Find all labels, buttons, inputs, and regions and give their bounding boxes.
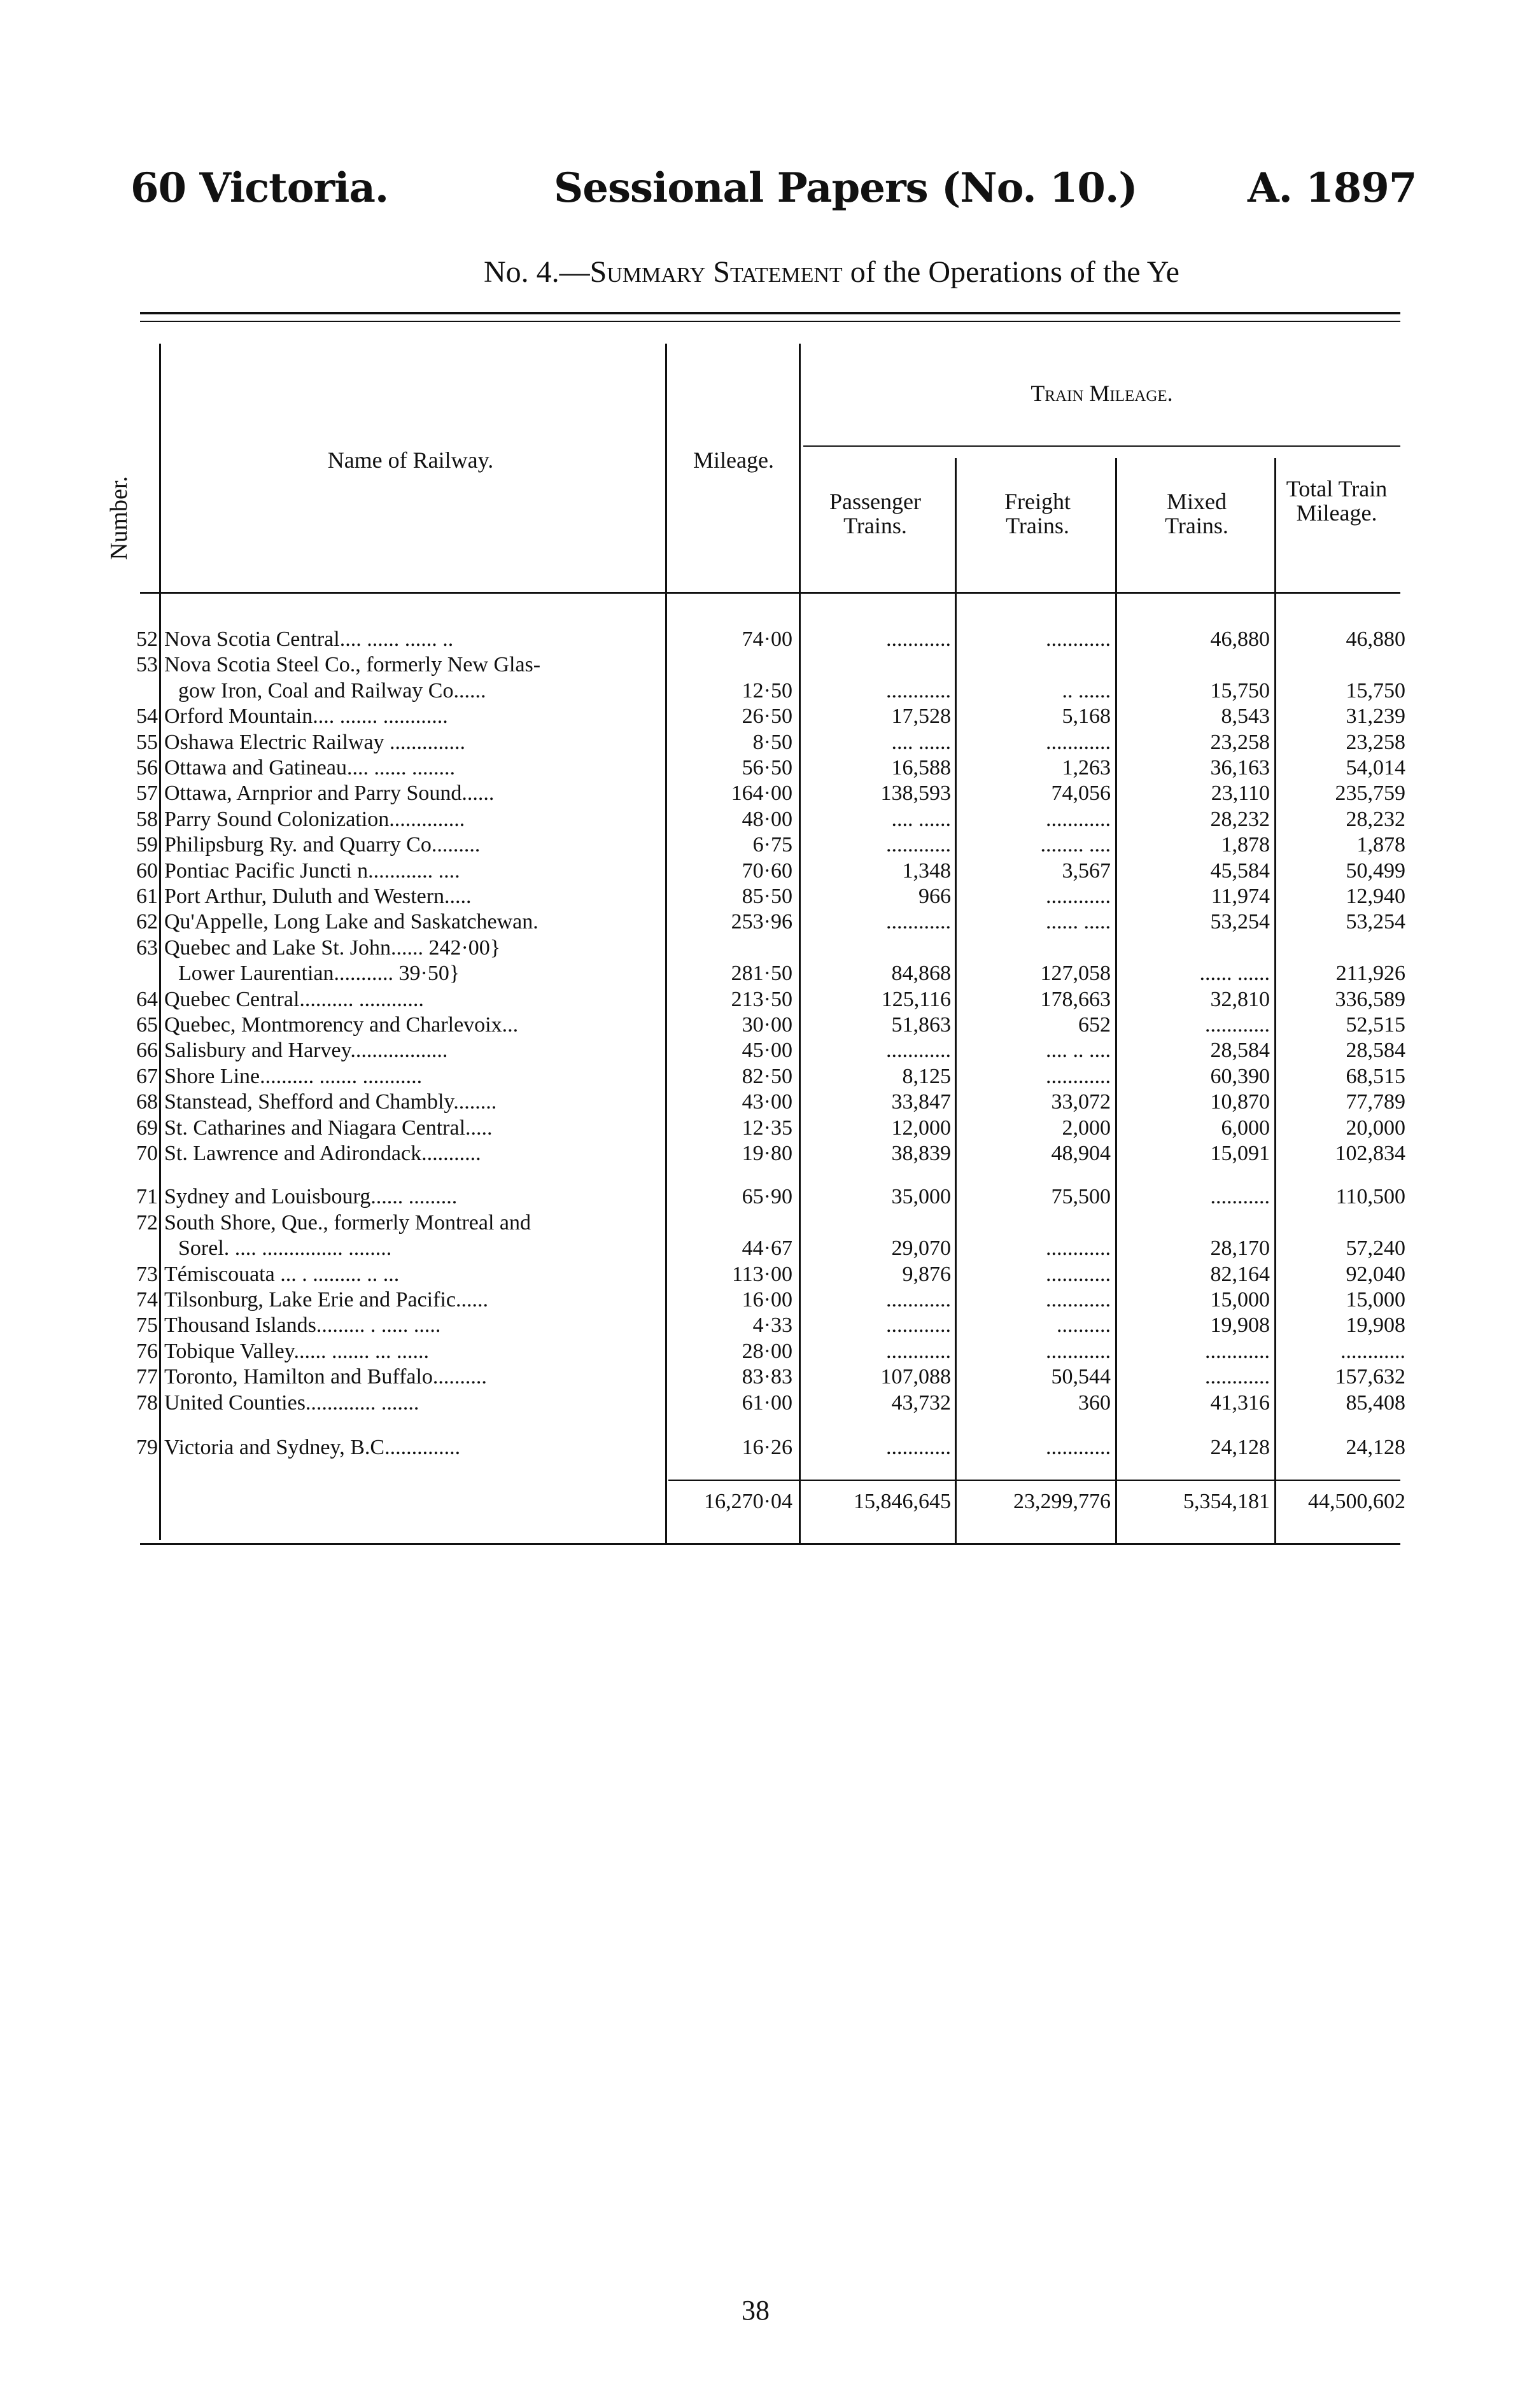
freight-value: ............ xyxy=(1046,1262,1111,1286)
mileage-value: 56·50 xyxy=(742,756,792,780)
passenger-value: ............ xyxy=(886,627,951,651)
row-number: 76 xyxy=(136,1339,158,1363)
mileage-value: 253·96 xyxy=(731,910,792,934)
total-mileage: 16,270·04 xyxy=(704,1490,792,1513)
railway-name: Témiscouata ... . ......... .. ... xyxy=(164,1262,400,1286)
total-value: 102,834 xyxy=(1335,1142,1405,1165)
row-number: 59 xyxy=(136,833,158,857)
railway-name: Shore Line.......... ....... ........... xyxy=(164,1064,423,1088)
mileage-value: 43·00 xyxy=(742,1090,792,1114)
total-value: 15,000 xyxy=(1346,1288,1405,1312)
header-mixed-trains: Mixed Trains. xyxy=(1165,489,1228,538)
freight-value: 50,544 xyxy=(1051,1365,1111,1389)
freight-value: ............ xyxy=(1046,885,1111,908)
railway-name: South Shore, Que., formerly Montreal and xyxy=(164,1210,531,1235)
col-divider-name xyxy=(665,344,667,1543)
freight-value: 1,263 xyxy=(1062,756,1111,780)
mileage-value: 281·50 xyxy=(731,962,792,986)
col-divider-number xyxy=(159,344,161,1540)
railway-name: Tilsonburg, Lake Erie and Pacific...... xyxy=(164,1288,488,1312)
total-train-mileage: 44,500,602 xyxy=(1308,1490,1405,1513)
passenger-value: 35,000 xyxy=(891,1185,951,1209)
total-value: 12,940 xyxy=(1346,885,1405,908)
passenger-value: 16,588 xyxy=(891,756,951,780)
col-divider-mixed xyxy=(1274,458,1276,1543)
row-number: 65 xyxy=(136,1013,158,1037)
top-double-rule-1 xyxy=(140,312,1400,314)
total-value: 53,254 xyxy=(1346,910,1405,934)
passenger-value: 966 xyxy=(918,885,951,908)
mileage-value: 16·26 xyxy=(742,1436,792,1459)
mixed-value: 45,584 xyxy=(1210,858,1270,883)
running-header-left: 60 Victoria. xyxy=(130,164,389,212)
railway-name: Ottawa and Gatineau.... ...... ........ xyxy=(164,756,455,780)
freight-value: 33,072 xyxy=(1051,1090,1111,1114)
mixed-value: 28,232 xyxy=(1210,807,1270,831)
mixed-value: ........... xyxy=(1210,1185,1270,1209)
totals-top-rule xyxy=(668,1480,1400,1481)
passenger-value: .... ...... xyxy=(891,730,951,754)
passenger-value: ............ xyxy=(886,910,951,934)
mixed-value: 15,750 xyxy=(1210,678,1270,703)
mileage-value: 164·00 xyxy=(731,781,792,806)
mixed-value: 15,091 xyxy=(1210,1142,1270,1165)
total-freight: 23,299,776 xyxy=(1013,1490,1111,1513)
mixed-value: 60,390 xyxy=(1210,1064,1270,1088)
header-train-mileage: Train Mileage. xyxy=(1031,381,1173,406)
row-number: 52 xyxy=(136,627,158,651)
mixed-value: 82,164 xyxy=(1210,1262,1270,1286)
passenger-value: 33,847 xyxy=(891,1090,951,1114)
row-number: 70 xyxy=(136,1142,158,1165)
railway-name: Quebec Central.......... ............ xyxy=(164,987,424,1011)
row-number: 77 xyxy=(136,1365,158,1389)
row-number: 62 xyxy=(136,910,158,934)
mixed-value: 24,128 xyxy=(1210,1436,1270,1459)
freight-value: ............ xyxy=(1046,1436,1111,1459)
railway-name: Pontiac Pacific Juncti n............ .... xyxy=(164,858,460,883)
railway-name: Victoria and Sydney, B.C.............. xyxy=(164,1436,461,1459)
row-number: 66 xyxy=(136,1039,158,1063)
railway-name: St. Lawrence and Adirondack........... xyxy=(164,1142,481,1165)
mixed-value: 11,974 xyxy=(1211,885,1270,908)
passenger-value: .... ...... xyxy=(891,807,951,831)
mileage-value: 26·50 xyxy=(742,704,792,729)
col-divider-freight xyxy=(1115,458,1117,1543)
freight-value: ............ xyxy=(1046,1236,1111,1261)
mixed-value: 23,258 xyxy=(1210,730,1270,754)
passenger-value: ............ xyxy=(886,1339,951,1363)
mixed-value: 15,000 xyxy=(1210,1288,1270,1312)
mixed-value: 36,163 xyxy=(1210,756,1270,780)
mixed-value: 1,878 xyxy=(1221,833,1270,857)
row-number: 57 xyxy=(136,781,158,806)
passenger-value: 29,070 xyxy=(891,1236,951,1261)
total-mixed: 5,354,181 xyxy=(1183,1490,1270,1513)
passenger-value: 1,348 xyxy=(902,858,951,883)
passenger-value: 43,732 xyxy=(891,1390,951,1415)
freight-value: 178,663 xyxy=(1040,987,1111,1011)
col-divider-mileage xyxy=(799,344,801,1543)
mileage-value: 28·00 xyxy=(742,1339,792,1363)
mixed-value: ............ xyxy=(1205,1365,1270,1389)
mileage-value: 44·67 xyxy=(742,1236,792,1261)
total-value: 235,759 xyxy=(1335,781,1405,806)
passenger-value: 9,876 xyxy=(902,1262,951,1286)
freight-value: 127,058 xyxy=(1040,962,1111,986)
total-value: 50,499 xyxy=(1346,858,1405,883)
total-value: 77,789 xyxy=(1346,1090,1405,1114)
total-value: 57,240 xyxy=(1346,1236,1405,1261)
mileage-value: 12·35 xyxy=(742,1116,792,1140)
mileage-value: 19·80 xyxy=(742,1142,792,1165)
passenger-value: 17,528 xyxy=(891,704,951,729)
total-value: 54,014 xyxy=(1346,756,1405,780)
bottom-rule xyxy=(140,1543,1400,1545)
railway-name: Parry Sound Colonization.............. xyxy=(164,807,465,831)
row-number: 67 xyxy=(136,1064,158,1088)
railway-name: Orford Mountain.... ....... ............ xyxy=(164,704,448,729)
top-double-rule-2 xyxy=(140,321,1400,322)
row-number: 68 xyxy=(136,1090,158,1114)
railway-name: Thousand Islands......... . ..... ..... xyxy=(164,1313,441,1338)
table-title-prefix: No. 4.— xyxy=(484,255,590,289)
mixed-value: ............ xyxy=(1205,1013,1270,1037)
mileage-value: 61·00 xyxy=(742,1390,792,1415)
freight-value: ............ xyxy=(1046,730,1111,754)
railway-name: gow Iron, Coal and Railway Co...... xyxy=(178,678,486,703)
mileage-value: 30·00 xyxy=(742,1013,792,1037)
table-title-rest: of the Operations of the Ye xyxy=(842,255,1179,289)
mileage-value: 65·90 xyxy=(742,1185,792,1209)
railway-name: Nova Scotia Steel Co., formerly New Glas- xyxy=(164,653,541,677)
total-value: 52,515 xyxy=(1346,1013,1405,1037)
row-number: 58 xyxy=(136,807,158,831)
freight-value: ............ xyxy=(1046,807,1111,831)
mixed-value: 23,110 xyxy=(1211,781,1270,806)
mixed-value: 53,254 xyxy=(1210,910,1270,934)
freight-value: 360 xyxy=(1078,1390,1111,1415)
row-number: 72 xyxy=(136,1210,158,1235)
mileage-value: 45·00 xyxy=(742,1039,792,1063)
mixed-value: 46,880 xyxy=(1210,627,1270,651)
total-value: 85,408 xyxy=(1346,1390,1405,1415)
total-value: 28,584 xyxy=(1346,1039,1405,1063)
railway-name: Philipsburg Ry. and Quarry Co......... xyxy=(164,833,481,857)
row-number: 55 xyxy=(136,730,158,754)
passenger-value: ............ xyxy=(886,678,951,703)
mixed-value: 19,908 xyxy=(1210,1313,1270,1338)
total-value: ............ xyxy=(1340,1339,1405,1363)
header-freight-trains: Freight Trains. xyxy=(1004,489,1071,538)
railway-name: St. Catharines and Niagara Central..... xyxy=(164,1116,493,1140)
passenger-value: 107,088 xyxy=(880,1365,951,1389)
mileage-value: 8·50 xyxy=(752,730,792,754)
passenger-value: ............ xyxy=(886,833,951,857)
freight-value: ............ xyxy=(1046,1288,1111,1312)
mileage-value: 16·00 xyxy=(742,1288,792,1312)
row-number: 69 xyxy=(136,1116,158,1140)
col-divider-passenger xyxy=(955,458,957,1543)
header-passenger-trains: Passenger Trains. xyxy=(829,489,921,538)
row-number: 64 xyxy=(136,987,158,1011)
railway-name: Stanstead, Shefford and Chambly........ xyxy=(164,1090,497,1114)
total-value: 68,515 xyxy=(1346,1064,1405,1088)
row-number: 78 xyxy=(136,1390,158,1415)
freight-value: ............ xyxy=(1046,1339,1111,1363)
total-value: 336,589 xyxy=(1335,987,1405,1011)
mileage-value: 12·50 xyxy=(742,678,792,703)
railway-name: Quebec, Montmorency and Charlevoix... xyxy=(164,1013,519,1037)
mileage-value: 83·83 xyxy=(742,1365,792,1389)
mileage-value: 70·60 xyxy=(742,858,792,883)
freight-value: .......... xyxy=(1057,1313,1111,1338)
railway-name: Toronto, Hamilton and Buffalo.......... xyxy=(164,1365,487,1389)
freight-value: 652 xyxy=(1078,1013,1111,1037)
passenger-value: ............ xyxy=(886,1039,951,1063)
passenger-value: 51,863 xyxy=(891,1013,951,1037)
passenger-value: 138,593 xyxy=(880,781,951,806)
header-name-of-railway: Name of Railway. xyxy=(327,447,494,473)
mileage-value: 82·50 xyxy=(742,1064,792,1088)
passenger-value: 84,868 xyxy=(891,962,951,986)
total-value: 20,000 xyxy=(1346,1116,1405,1140)
row-number: 61 xyxy=(136,885,158,908)
freight-value: .. ...... xyxy=(1062,678,1111,703)
header-total-train-mileage: Total Train Mileage. xyxy=(1286,476,1388,526)
railway-name: Lower Laurentian........... 39·50} xyxy=(178,962,460,986)
total-value: 110,500 xyxy=(1335,1185,1405,1209)
mixed-value: 32,810 xyxy=(1210,987,1270,1011)
freight-value: 74,056 xyxy=(1051,781,1111,806)
freight-value: ............ xyxy=(1046,1064,1111,1088)
railway-name: Ottawa, Arnprior and Parry Sound...... xyxy=(164,781,495,806)
row-number: 79 xyxy=(136,1436,158,1459)
passenger-value: 12,000 xyxy=(891,1116,951,1140)
mixed-value: 28,584 xyxy=(1210,1039,1270,1063)
total-passenger: 15,846,645 xyxy=(854,1490,951,1513)
railway-name: Quebec and Lake St. John...... 242·00} xyxy=(164,935,501,960)
total-value: 28,232 xyxy=(1346,807,1405,831)
passenger-value: ............ xyxy=(886,1288,951,1312)
header-number: Number. xyxy=(106,476,132,560)
passenger-value: ............ xyxy=(886,1313,951,1338)
row-number: 74 xyxy=(136,1288,158,1312)
running-header-right: A. 1897 xyxy=(1248,164,1417,212)
row-number: 71 xyxy=(136,1185,158,1209)
mileage-value: 74·00 xyxy=(742,627,792,651)
row-number: 53 xyxy=(136,653,158,677)
mixed-value: ............ xyxy=(1205,1339,1270,1363)
passenger-value: ............ xyxy=(886,1436,951,1459)
mixed-value: 28,170 xyxy=(1210,1236,1270,1261)
railway-name: Qu'Appelle, Long Lake and Saskatchewan. xyxy=(164,910,538,934)
passenger-value: 8,125 xyxy=(902,1064,951,1088)
mixed-value: 41,316 xyxy=(1210,1390,1270,1415)
row-number: 73 xyxy=(136,1262,158,1286)
train-mileage-rule xyxy=(803,445,1400,447)
row-number: 56 xyxy=(136,756,158,780)
table-title xyxy=(484,255,1179,290)
railway-name: Sorel. .... ............... ........ xyxy=(178,1236,392,1261)
freight-value: .... .. .... xyxy=(1046,1039,1111,1063)
total-value: 23,258 xyxy=(1346,730,1405,754)
mileage-value: 48·00 xyxy=(742,807,792,831)
table-title-smallcaps: Summary Statement xyxy=(589,255,843,289)
mileage-value: 85·50 xyxy=(742,885,792,908)
header-bottom-rule xyxy=(140,592,1400,594)
railway-name: Port Arthur, Duluth and Western..... xyxy=(164,885,472,908)
mixed-value: 6,000 xyxy=(1221,1116,1270,1140)
railway-name: United Counties............. ....... xyxy=(164,1390,419,1415)
running-header-center: Sessional Papers (No. 10.) xyxy=(554,164,1137,212)
freight-value: ............ xyxy=(1046,627,1111,651)
freight-value: ........ .... xyxy=(1040,833,1111,857)
total-value: 15,750 xyxy=(1346,678,1405,703)
freight-value: 2,000 xyxy=(1062,1116,1111,1140)
row-number: 60 xyxy=(136,858,158,883)
freight-value: ...... ..... xyxy=(1046,910,1111,934)
mixed-value: 8,543 xyxy=(1221,704,1270,729)
railway-name: Oshawa Electric Railway .............. xyxy=(164,730,466,754)
freight-value: 75,500 xyxy=(1051,1185,1111,1209)
mileage-value: 213·50 xyxy=(731,987,792,1011)
railway-name: Tobique Valley...... ....... ... ...... xyxy=(164,1339,429,1363)
page-number: 38 xyxy=(742,2295,770,2326)
total-value: 157,632 xyxy=(1335,1365,1405,1389)
railway-name: Sydney and Louisbourg...... ......... xyxy=(164,1185,458,1209)
freight-value: 48,904 xyxy=(1051,1142,1111,1165)
total-value: 19,908 xyxy=(1346,1313,1405,1338)
total-value: 31,239 xyxy=(1346,704,1405,729)
mileage-value: 113·00 xyxy=(731,1262,792,1286)
railway-name: Salisbury and Harvey.................. xyxy=(164,1039,448,1063)
freight-value: 3,567 xyxy=(1062,858,1111,883)
railway-name: Nova Scotia Central.... ...... ...... .. xyxy=(164,627,454,651)
mileage-value: 6·75 xyxy=(752,833,792,857)
row-number: 63 xyxy=(136,935,158,960)
total-value: 92,040 xyxy=(1346,1262,1405,1286)
mileage-value: 4·33 xyxy=(752,1313,792,1338)
freight-value: 5,168 xyxy=(1062,704,1111,729)
total-value: 211,926 xyxy=(1335,962,1405,986)
row-number: 54 xyxy=(136,704,158,729)
passenger-value: 125,116 xyxy=(881,987,951,1011)
total-value: 1,878 xyxy=(1356,833,1405,857)
row-number: 75 xyxy=(136,1313,158,1338)
header-mileage: Mileage. xyxy=(693,447,774,473)
total-value: 46,880 xyxy=(1346,627,1405,651)
mixed-value: 10,870 xyxy=(1210,1090,1270,1114)
total-value: 24,128 xyxy=(1346,1436,1405,1459)
passenger-value: 38,839 xyxy=(891,1142,951,1165)
mixed-value: ...... ...... xyxy=(1199,962,1270,986)
